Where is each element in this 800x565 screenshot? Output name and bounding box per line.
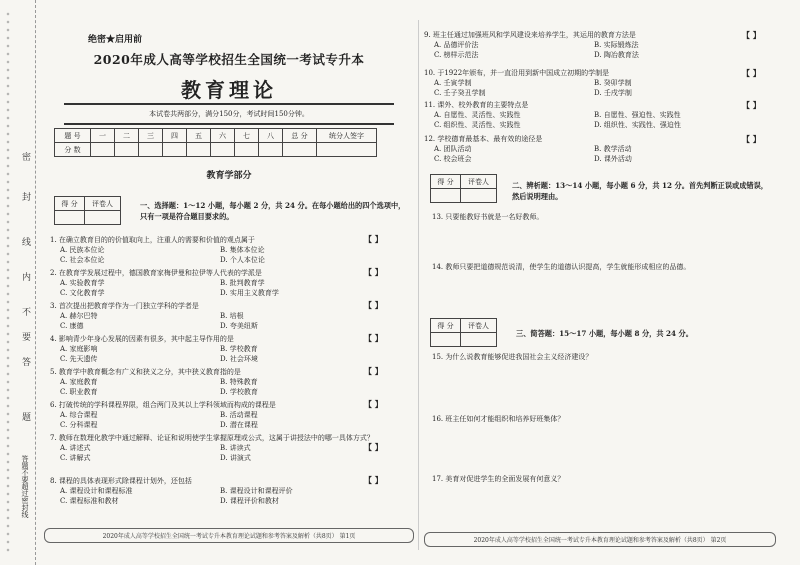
option[interactable]: D. 壬戌学制 bbox=[594, 89, 632, 97]
question-stem: 4. 影响青少年身心发展的因素有很多，其中起主导作用的是 bbox=[50, 335, 234, 343]
binding-char: 线 bbox=[22, 238, 32, 248]
question-11 bbox=[424, 100, 774, 130]
question-stem: 11. 课外、校外教育的主要特点是 bbox=[424, 101, 529, 109]
score-input-cell[interactable] bbox=[211, 143, 235, 157]
option[interactable]: D. 讲演式 bbox=[220, 454, 251, 462]
grader-box bbox=[54, 196, 121, 225]
question-stem: 10. 于1922年颁布，并一直沿用到新中国成立初期的学制是 bbox=[424, 69, 610, 77]
option[interactable]: A. 家庭教育 bbox=[60, 378, 98, 386]
answer-bracket[interactable]: 【 】 bbox=[364, 475, 383, 485]
score-row-label: 分 数 bbox=[55, 143, 91, 157]
score-input-cell[interactable] bbox=[235, 143, 259, 157]
score-cell: 二 bbox=[115, 129, 139, 143]
exam-title: 2020年成人高等学校招生全国统一考试专升本 bbox=[93, 52, 365, 67]
answer-bracket[interactable]: 【 】 bbox=[364, 333, 383, 343]
score-cell: 八 bbox=[259, 129, 283, 143]
score-input-cell[interactable] bbox=[163, 143, 187, 157]
option[interactable]: C. 榜样示范法 bbox=[434, 51, 479, 59]
binding-strip bbox=[0, 0, 36, 565]
question-9 bbox=[424, 30, 774, 60]
option[interactable]: D. 课程评价和教材 bbox=[220, 497, 279, 505]
score-value-row bbox=[55, 143, 377, 157]
score-input-cell[interactable] bbox=[115, 143, 139, 157]
option[interactable]: B. 特殊教育 bbox=[220, 378, 258, 386]
option[interactable]: B. 讲读式 bbox=[220, 444, 251, 452]
secret-label: 绝密★启用前 bbox=[88, 35, 143, 45]
question-7 bbox=[50, 433, 380, 463]
question-stem: 8. 课程的具体表现形式除课程计划外，还包括 bbox=[50, 477, 192, 485]
option[interactable]: D. 个人本位论 bbox=[220, 256, 265, 264]
option[interactable]: A. 民族本位论 bbox=[60, 246, 105, 254]
grader-reviewer-cell[interactable] bbox=[461, 333, 497, 347]
answer-bracket[interactable]: 【 】 bbox=[364, 267, 383, 277]
grader-box-3 bbox=[430, 318, 497, 347]
section-2-instruction: 二、辨析题：13～14 小题，每小题 6 分，共 12 分。首先判断正误或成错误，然后说明理由。 bbox=[512, 181, 768, 201]
question-stem: 6. 打破传统的学科课程界限，组合两门及其以上学科领域而构成的课程是 bbox=[50, 401, 276, 409]
score-table bbox=[54, 128, 377, 157]
score-input-cell[interactable] bbox=[91, 143, 115, 157]
answer-bracket[interactable]: 【 】 bbox=[742, 30, 761, 40]
score-input-cell[interactable] bbox=[139, 143, 163, 157]
option[interactable]: A. 壬寅学制 bbox=[434, 79, 472, 87]
option[interactable]: A. 实验教育学 bbox=[60, 279, 105, 287]
question-14: 14. 教师只要把道德规范说清，使学生的道德认识提高，学生就能形成相应的品德。 bbox=[432, 263, 691, 271]
option[interactable]: D. 社会环境 bbox=[220, 355, 258, 363]
score-cell: 五 bbox=[187, 129, 211, 143]
grader-reviewer-label: 评卷人 bbox=[461, 175, 497, 189]
question-16: 16. 班主任如何才能组织和培养好班集体？ bbox=[432, 415, 565, 423]
question-12 bbox=[424, 134, 774, 164]
score-input-cell[interactable] bbox=[187, 143, 211, 157]
score-cell: 统分人签字 bbox=[317, 129, 377, 143]
option[interactable]: D. 学校教育 bbox=[220, 388, 258, 396]
option[interactable]: A. 赫尔巴特 bbox=[60, 312, 98, 320]
answer-bracket[interactable]: 【 】 bbox=[364, 300, 383, 310]
answer-bracket[interactable]: 【 】 bbox=[364, 366, 383, 376]
option[interactable]: B. 实际锻炼法 bbox=[594, 41, 639, 49]
option[interactable]: C. 先天遗传 bbox=[60, 355, 98, 363]
answer-bracket[interactable]: 【 】 bbox=[364, 234, 383, 244]
question-10 bbox=[424, 68, 774, 98]
question-stem: 3. 首次提出把教育学作为一门独立学科的学者是 bbox=[50, 302, 199, 310]
grader-box-2 bbox=[430, 174, 497, 203]
score-input-cell[interactable] bbox=[259, 143, 283, 157]
binding-char: 不 bbox=[22, 308, 32, 318]
option[interactable]: B. 学校教育 bbox=[220, 345, 258, 353]
grader-reviewer-label: 评卷人 bbox=[461, 319, 497, 333]
page-2-footer: 2020年成人高等学校招生全国统一考试专升本教育理论试题和参考答案及解析（共8页） 第2页 bbox=[424, 532, 776, 547]
option[interactable]: A. 团队活动 bbox=[434, 145, 472, 153]
binding-char: 封 bbox=[22, 193, 32, 203]
option[interactable]: C. 校会班会 bbox=[434, 155, 472, 163]
grader-score-cell[interactable] bbox=[55, 211, 85, 225]
score-cell: 三 bbox=[139, 129, 163, 143]
binding-label: 答题不要超过密封线 bbox=[21, 455, 29, 518]
question-1 bbox=[50, 235, 410, 265]
option[interactable]: C. 职业教育 bbox=[60, 388, 98, 396]
option[interactable]: B. 自愿性、强迫性、实践性 bbox=[594, 111, 681, 119]
grader-score-cell[interactable] bbox=[431, 333, 461, 347]
option[interactable]: B. 批判教育学 bbox=[220, 279, 265, 287]
grader-reviewer-cell[interactable] bbox=[461, 189, 497, 203]
option[interactable]: B. 教学活动 bbox=[594, 145, 632, 153]
grader-score-label: 得 分 bbox=[431, 175, 461, 189]
question-6 bbox=[50, 400, 410, 430]
section-1-instruction: 一、选择题：1～12 小题，每小题 2 分，共 24 分。在每小题给出的四个选项中，只有一项是符合题目要求的。 bbox=[140, 201, 406, 221]
option[interactable]: C. 文化教育学 bbox=[60, 289, 105, 297]
option[interactable]: B. 集体本位论 bbox=[220, 246, 265, 254]
score-cell: 题 号 bbox=[55, 129, 91, 143]
exam-note: 本试卷共两部分，满分150分，考试时间150分钟。 bbox=[64, 103, 394, 125]
option[interactable]: C. 组织性、灵活性、实践性 bbox=[434, 121, 521, 129]
score-cell: 四 bbox=[163, 129, 187, 143]
exam-subject: 教育理论 bbox=[181, 78, 277, 102]
question-stem: 9. 班主任通过加强班风和学风建设来培养学生，其运用的教育方法是 bbox=[424, 31, 636, 39]
score-cell: 总 分 bbox=[283, 129, 317, 143]
option[interactable]: B. 活动课程 bbox=[220, 411, 258, 419]
binding-char: 题 bbox=[22, 413, 32, 423]
option[interactable]: A. 家庭影响 bbox=[60, 345, 98, 353]
page-2 bbox=[424, 28, 776, 548]
option[interactable]: A. 综合课程 bbox=[60, 411, 98, 419]
section-3-instruction: 三、简答题：15～17 小题，每小题 8 分，共 24 分。 bbox=[516, 329, 693, 338]
question-stem: 12. 学校德育最基本、最有效的途径是 bbox=[424, 135, 543, 143]
score-cell: 一 bbox=[91, 129, 115, 143]
question-stem: 5. 教育学中教育概念有广义和狭义之分，其中狭义教育指的是 bbox=[50, 368, 241, 376]
question-17: 17. 美育对促进学生的全面发展有何意义？ bbox=[432, 475, 565, 483]
binding-char: 答 bbox=[22, 358, 32, 368]
answer-bracket[interactable]: 【 】 bbox=[364, 442, 383, 452]
grader-score-cell[interactable] bbox=[431, 189, 461, 203]
option[interactable]: A. 课程设计和课程标准 bbox=[60, 487, 133, 495]
answer-bracket[interactable]: 【 】 bbox=[364, 399, 383, 409]
option[interactable]: C. 讲解式 bbox=[60, 454, 91, 462]
binding-char: 内 bbox=[22, 273, 32, 283]
page-1-footer: 2020年成人高等学校招生全国统一考试专升本教育理论试题和参考答案及解析（共8页） 第1页 bbox=[44, 528, 414, 543]
section-title: 教育学部分 bbox=[206, 171, 252, 181]
option[interactable]: C. 社会本位论 bbox=[60, 256, 105, 264]
question-8 bbox=[50, 476, 410, 506]
option[interactable]: B. 癸卯学制 bbox=[594, 79, 632, 87]
score-input-cell[interactable] bbox=[283, 143, 317, 157]
option[interactable]: A. 自愿性、灵活性、实践性 bbox=[434, 111, 521, 119]
page-divider bbox=[418, 20, 419, 550]
grader-reviewer-label: 评卷人 bbox=[85, 197, 121, 211]
binding-char: 密 bbox=[22, 153, 32, 163]
answer-bracket[interactable]: 【 】 bbox=[742, 100, 761, 110]
option[interactable]: D. 组织性、实践性、强迫性 bbox=[594, 121, 681, 129]
question-4 bbox=[50, 334, 410, 364]
score-header-row bbox=[55, 129, 377, 143]
score-input-cell[interactable] bbox=[317, 143, 377, 157]
score-cell: 六 bbox=[211, 129, 235, 143]
option[interactable]: D. 陶冶教育法 bbox=[594, 51, 639, 59]
question-15: 15. 为什么说教育能够促进我国社会主义经济建设？ bbox=[432, 353, 593, 361]
option[interactable]: B. 课程设计和课程评价 bbox=[220, 487, 293, 495]
option[interactable]: C. 壬子癸丑学制 bbox=[434, 89, 486, 97]
option[interactable]: A. 品德评价法 bbox=[434, 41, 479, 49]
answer-bracket[interactable]: 【 】 bbox=[742, 134, 761, 144]
question-stem: 7. 教师在数理化教学中通过解释、论证和说明使学生掌握原理或公式，这属于讲授法中的哪一具体方式？ bbox=[50, 434, 374, 442]
option[interactable]: D. 实用主义教育学 bbox=[220, 289, 279, 297]
option[interactable]: C. 康德 bbox=[60, 322, 84, 330]
option[interactable]: D. 课外活动 bbox=[594, 155, 632, 163]
option[interactable]: C. 课程标准和教材 bbox=[60, 497, 119, 505]
question-3 bbox=[50, 301, 410, 331]
question-5 bbox=[50, 367, 410, 397]
option[interactable]: A. 讲述式 bbox=[60, 444, 91, 452]
question-13: 13. 只要能教好书就是一名好教师。 bbox=[432, 213, 544, 221]
page-1 bbox=[44, 28, 414, 548]
question-stem: 1. 在确立教育目的的价值取向上，注重人的需要和价值的观点属于 bbox=[50, 236, 255, 244]
option[interactable]: B. 培根 bbox=[220, 312, 244, 320]
grader-reviewer-cell[interactable] bbox=[85, 211, 121, 225]
option[interactable]: D. 夸美纽斯 bbox=[220, 322, 258, 330]
question-2 bbox=[50, 268, 410, 298]
binding-char: 要 bbox=[22, 333, 32, 343]
question-stem: 2. 在教育学发展过程中，德国教育家梅伊曼和拉伊等人代表的学派是 bbox=[50, 269, 262, 277]
score-cell: 七 bbox=[235, 129, 259, 143]
option[interactable]: C. 分科课程 bbox=[60, 421, 98, 429]
answer-bracket[interactable]: 【 】 bbox=[742, 68, 761, 78]
grader-score-label: 得 分 bbox=[431, 319, 461, 333]
option[interactable]: D. 潜在课程 bbox=[220, 421, 258, 429]
grader-score-label: 得 分 bbox=[55, 197, 85, 211]
